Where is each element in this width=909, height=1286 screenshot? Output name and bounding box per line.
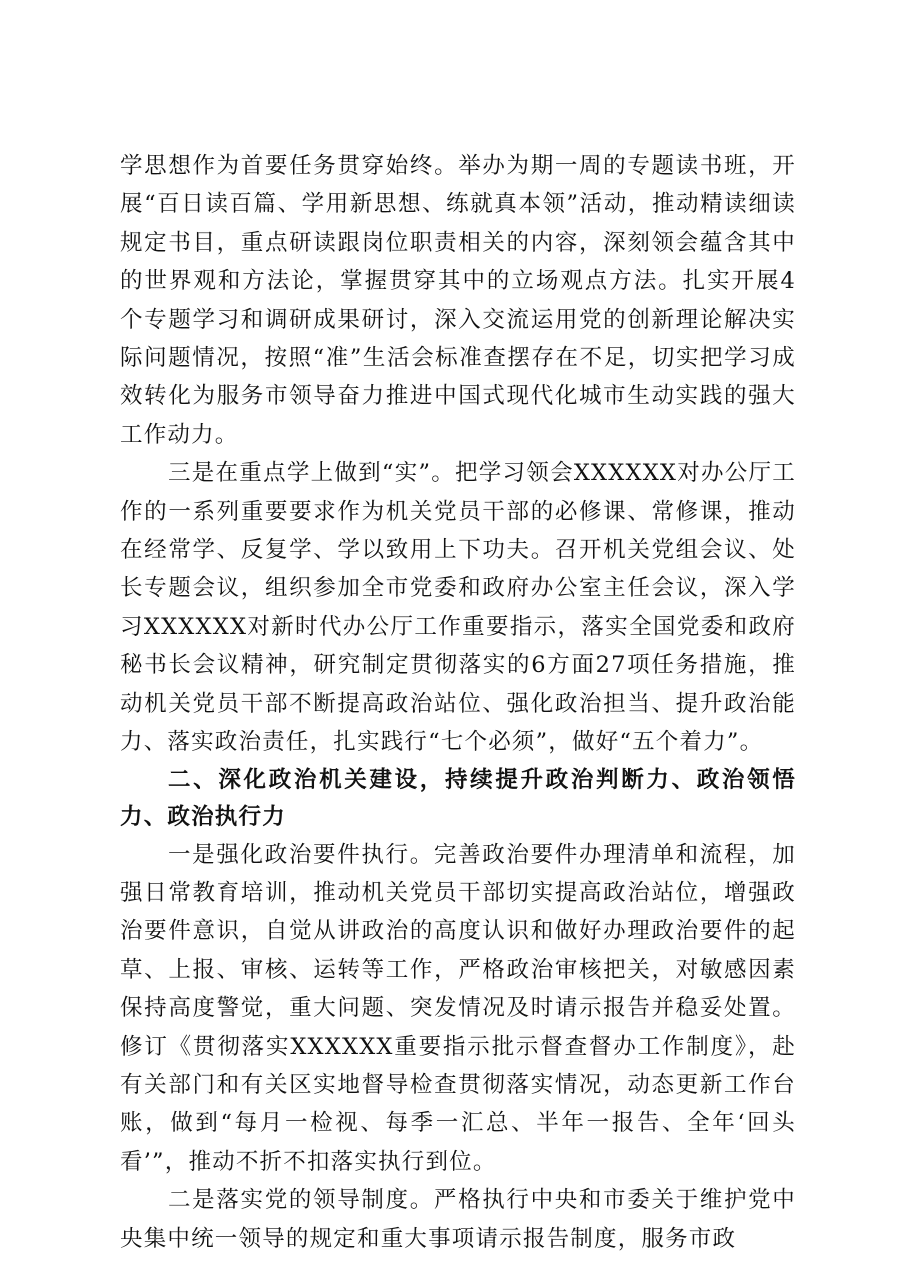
paragraph-point-three-key-study: 三是在重点学上做到“实”。把学习领会XXXXXX对办公厅工作的一系列重要要求作为机关党员干部的必修课、常修课，推动在经常学、反复学、学以致用上下功夫。召开机关党组会议、处长专题会议，组织参加全市党委和政府办公室主任会议，深入学习XXXXXX对新时代办公厅工作重要指示，落实全国党委和政府秘书长会议精神，研究制定贯彻落实的6方面27项任务措施，推动机关党员干部不断提高政治站位、强化政治担当、提升政治能力、落实政治责任，扎实践行“七个必须”，做好“五个着力”。	[120, 460, 796, 756]
paragraph-point-one-political-tasks: 一是强化政治要件执行。完善政治要件办理清单和流程，加强日常教育培训，推动机关党员干部切实提高政治站位，增强政治要件意识，自觉从讲政治的高度认识和做好办理政治要件的起草、上报、审核、运转等工作，严格政治审核把关，对敏感因素保持高度警觉，重大问题、突发情况及时请示报告并稳妥处置。修订《贯彻落实XXXXXX重要指示批示督查督办工作制度》，赴有关部门和有关区实地督导检查贯彻落实情况，动态更新工作台账，做到“每月一检视、每季一汇总、半年一报告、全年‘回头看’”，推动不折不扣落实执行到位。	[120, 841, 796, 1175]
paragraph-continued-study: 学思想作为首要任务贯穿始终。举办为期一周的专题读书班，开展“百日读百篇、学用新思想、练就真本领”活动，推动精读细读规定书目，重点研读跟岗位职责相关的内容，深刻领会蕴含其中的世界观和方法论，掌握贯穿其中的立场观点方法。扎实开展4个专题学习和调研成果研讨，深入交流运用党的创新理论解决实际问题情况，按照“准”生活会标准查摆存在不足，切实把学习成效转化为服务市领导奋力推进中国式现代化城市生动实践的强大工作动力。	[120, 153, 796, 448]
section-heading-political-organ: 二、深化政治机关建设，持续提升政治判断力、政治领悟力、政治执行力	[120, 766, 796, 830]
document-body	[120, 147, 796, 1258]
paragraph-point-two-party-leadership: 二是落实党的领导制度。严格执行中央和市委关于维护党中央集中统一领导的规定和重大事项请示报告制度，服务市政	[120, 1187, 796, 1252]
